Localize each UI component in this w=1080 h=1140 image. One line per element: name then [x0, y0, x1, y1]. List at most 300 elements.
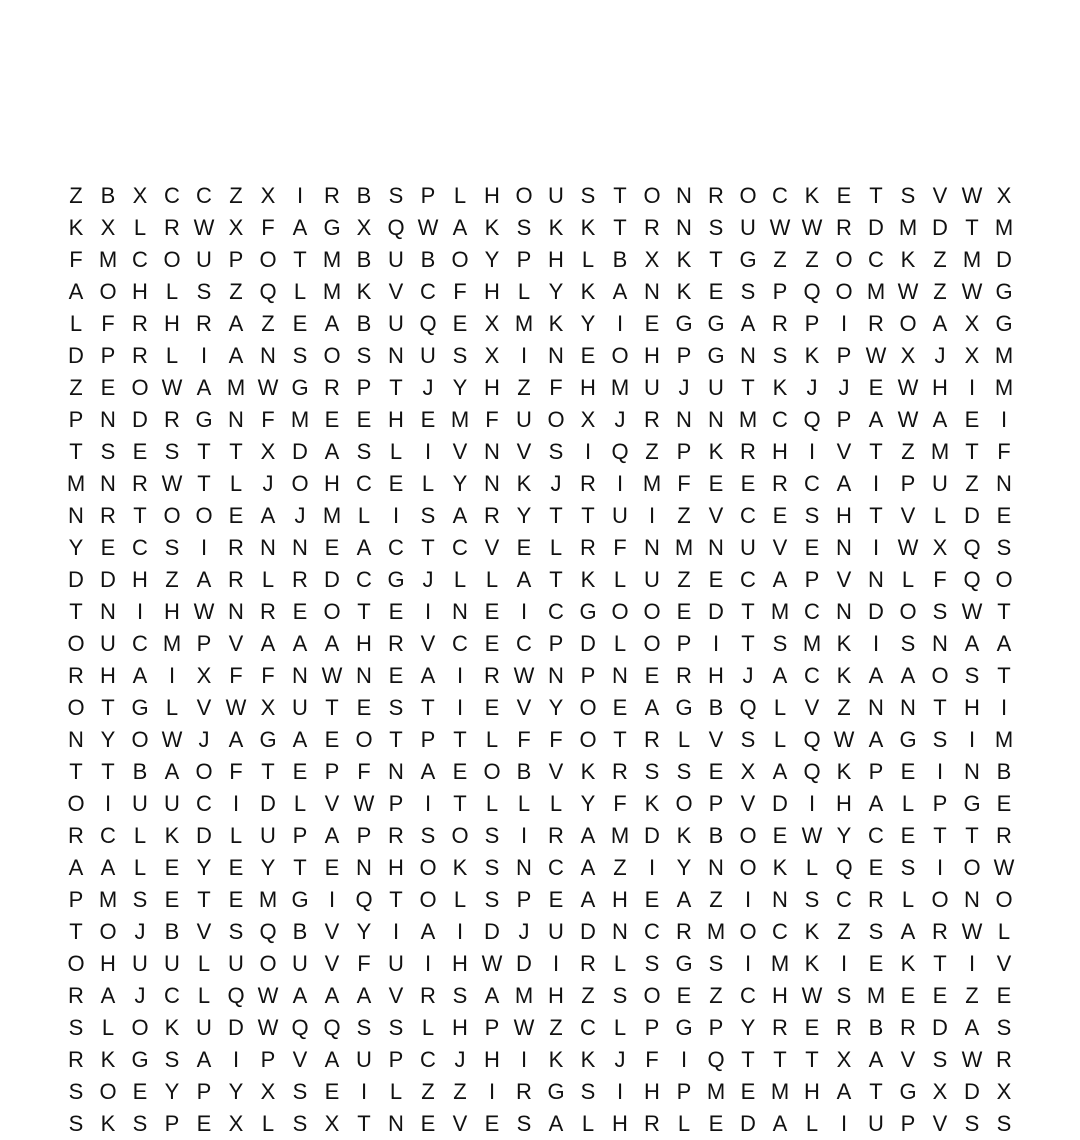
letter-cell[interactable]: C — [868, 247, 884, 272]
letter-cell[interactable]: N — [708, 535, 724, 560]
letter-cell[interactable]: Q — [707, 1047, 725, 1072]
letter-cell[interactable]: L — [581, 247, 595, 272]
letter-cell[interactable]: T — [293, 855, 307, 880]
letter-cell[interactable]: A — [100, 855, 116, 880]
letter-cell[interactable]: J — [198, 727, 210, 752]
letter-cell[interactable]: L — [997, 919, 1011, 944]
letter-cell[interactable]: V — [708, 503, 724, 528]
letter-cell[interactable]: P — [324, 759, 340, 784]
letter-cell[interactable]: C — [420, 279, 436, 304]
letter-cell[interactable]: S — [932, 1047, 948, 1072]
letter-cell[interactable]: G — [291, 887, 309, 912]
letter-cell[interactable]: A — [292, 727, 308, 752]
letter-cell[interactable]: W — [193, 599, 215, 624]
letter-cell[interactable]: C — [452, 631, 468, 656]
letter-cell[interactable]: F — [549, 727, 563, 752]
letter-cell[interactable]: W — [321, 663, 343, 688]
letter-cell[interactable]: H — [612, 887, 628, 912]
letter-cell[interactable]: Y — [548, 279, 564, 304]
letter-cell[interactable]: N — [612, 663, 628, 688]
letter-cell[interactable]: L — [197, 983, 211, 1008]
letter-cell[interactable]: A — [324, 1047, 340, 1072]
letter-cell[interactable]: L — [133, 823, 147, 848]
letter-cell[interactable]: N — [68, 727, 84, 752]
letter-cell[interactable]: U — [292, 695, 308, 720]
letter-cell[interactable]: W — [161, 727, 183, 752]
letter-cell[interactable]: H — [548, 247, 564, 272]
letter-cell[interactable]: L — [165, 695, 179, 720]
letter-cell[interactable]: P — [836, 343, 852, 368]
letter-cell[interactable]: R — [132, 343, 148, 368]
letter-cell[interactable]: U — [644, 567, 660, 592]
letter-cell[interactable]: C — [516, 631, 532, 656]
letter-cell[interactable]: T — [869, 183, 883, 208]
letter-cell[interactable]: K — [804, 183, 820, 208]
letter-cell[interactable]: N — [836, 599, 852, 624]
letter-cell[interactable]: L — [805, 855, 819, 880]
letter-cell[interactable]: Z — [677, 567, 691, 592]
letter-cell[interactable]: Z — [965, 983, 979, 1008]
letter-cell[interactable]: I — [936, 855, 944, 880]
letter-cell[interactable]: R — [196, 311, 212, 336]
letter-cell[interactable]: K — [644, 791, 660, 816]
letter-cell[interactable]: A — [164, 759, 180, 784]
letter-cell[interactable]: O — [579, 695, 597, 720]
letter-cell[interactable]: T — [869, 439, 883, 464]
letter-cell[interactable]: O — [739, 183, 757, 208]
letter-cell[interactable]: W — [801, 983, 823, 1008]
letter-cell[interactable]: W — [897, 407, 919, 432]
letter-cell[interactable]: M — [994, 727, 1014, 752]
letter-cell[interactable]: K — [100, 1047, 116, 1072]
letter-cell[interactable]: J — [806, 375, 818, 400]
letter-cell[interactable]: K — [836, 663, 852, 688]
letter-cell[interactable]: S — [772, 343, 788, 368]
letter-cell[interactable]: I — [232, 791, 240, 816]
letter-cell[interactable]: M — [706, 1079, 726, 1104]
letter-cell[interactable]: W — [161, 375, 183, 400]
letter-cell[interactable]: V — [516, 695, 532, 720]
letter-cell[interactable]: X — [932, 1079, 948, 1104]
letter-cell[interactable]: A — [260, 503, 276, 528]
letter-cell[interactable]: U — [228, 951, 244, 976]
letter-cell[interactable]: I — [648, 855, 656, 880]
letter-cell[interactable]: K — [836, 759, 852, 784]
letter-cell[interactable]: I — [424, 951, 432, 976]
letter-cell[interactable]: I — [520, 1047, 528, 1072]
letter-cell[interactable]: C — [388, 535, 404, 560]
letter-cell[interactable]: S — [964, 1111, 980, 1136]
letter-cell[interactable]: K — [164, 823, 180, 848]
letter-cell[interactable]: E — [484, 599, 500, 624]
letter-cell[interactable]: O — [643, 631, 661, 656]
letter-cell[interactable]: M — [866, 279, 886, 304]
letter-cell[interactable]: H — [708, 663, 724, 688]
letter-cell[interactable]: E — [996, 791, 1012, 816]
letter-cell[interactable]: H — [836, 503, 852, 528]
letter-cell[interactable]: M — [322, 503, 342, 528]
letter-cell[interactable]: M — [898, 215, 918, 240]
letter-cell[interactable]: T — [741, 1047, 755, 1072]
letter-cell[interactable]: T — [965, 439, 979, 464]
letter-cell[interactable]: P — [356, 375, 372, 400]
letter-cell[interactable]: G — [195, 407, 213, 432]
letter-cell[interactable]: O — [259, 247, 277, 272]
letter-cell[interactable]: V — [196, 695, 212, 720]
letter-cell[interactable]: P — [196, 631, 212, 656]
letter-cell[interactable]: W — [993, 855, 1015, 880]
letter-cell[interactable]: E — [868, 375, 884, 400]
letter-cell[interactable]: O — [995, 567, 1013, 592]
letter-cell[interactable]: S — [292, 1111, 308, 1136]
letter-cell[interactable]: L — [773, 695, 787, 720]
letter-cell[interactable]: E — [228, 855, 244, 880]
letter-cell[interactable]: N — [260, 535, 276, 560]
letter-cell[interactable]: A — [836, 1079, 852, 1104]
letter-cell[interactable]: W — [257, 375, 279, 400]
letter-cell[interactable]: O — [99, 279, 117, 304]
letter-cell[interactable]: A — [324, 439, 340, 464]
letter-cell[interactable]: O — [931, 663, 949, 688]
letter-cell[interactable]: Y — [676, 855, 692, 880]
letter-cell[interactable]: L — [357, 503, 371, 528]
letter-cell[interactable]: A — [484, 983, 500, 1008]
letter-cell[interactable]: F — [101, 311, 115, 336]
letter-cell[interactable]: S — [932, 599, 948, 624]
letter-cell[interactable]: N — [388, 343, 404, 368]
letter-cell[interactable]: C — [356, 471, 372, 496]
letter-cell[interactable]: Z — [165, 567, 179, 592]
letter-cell[interactable]: Q — [419, 311, 437, 336]
letter-cell[interactable]: T — [197, 471, 211, 496]
letter-cell[interactable]: K — [452, 855, 468, 880]
letter-cell[interactable]: R — [836, 1015, 852, 1040]
letter-cell[interactable]: E — [484, 631, 500, 656]
letter-cell[interactable]: M — [258, 887, 278, 912]
letter-cell[interactable]: Y — [484, 247, 500, 272]
letter-cell[interactable]: R — [900, 1015, 916, 1040]
letter-cell[interactable]: T — [293, 247, 307, 272]
letter-cell[interactable]: H — [644, 1079, 660, 1104]
letter-cell[interactable]: H — [164, 311, 180, 336]
letter-cell[interactable]: E — [228, 503, 244, 528]
letter-cell[interactable]: P — [676, 631, 692, 656]
letter-cell[interactable]: X — [100, 215, 116, 240]
letter-cell[interactable]: N — [900, 695, 916, 720]
letter-cell[interactable]: S — [804, 503, 820, 528]
letter-cell[interactable]: E — [132, 439, 148, 464]
letter-cell[interactable]: V — [548, 759, 564, 784]
letter-cell[interactable]: X — [196, 663, 212, 688]
letter-cell[interactable]: E — [708, 1111, 724, 1136]
letter-cell[interactable]: P — [420, 727, 436, 752]
letter-cell[interactable]: H — [580, 375, 596, 400]
letter-cell[interactable]: X — [484, 343, 500, 368]
letter-cell[interactable]: I — [968, 951, 976, 976]
letter-cell[interactable]: Y — [356, 919, 372, 944]
letter-cell[interactable]: Z — [517, 375, 531, 400]
letter-cell[interactable]: V — [932, 1111, 948, 1136]
letter-cell[interactable]: N — [356, 663, 372, 688]
letter-cell[interactable]: R — [324, 183, 340, 208]
letter-cell[interactable]: H — [772, 439, 788, 464]
letter-cell[interactable]: T — [261, 759, 275, 784]
letter-cell[interactable]: D — [580, 631, 596, 656]
letter-cell[interactable]: O — [739, 823, 757, 848]
letter-cell[interactable]: G — [675, 311, 693, 336]
letter-cell[interactable]: A — [772, 759, 788, 784]
letter-cell[interactable]: T — [613, 727, 627, 752]
letter-cell[interactable]: E — [644, 663, 660, 688]
letter-cell[interactable]: E — [292, 759, 308, 784]
letter-cell[interactable]: V — [516, 439, 532, 464]
letter-cell[interactable]: S — [708, 951, 724, 976]
letter-cell[interactable]: N — [100, 471, 116, 496]
letter-cell[interactable]: N — [548, 663, 564, 688]
letter-cell[interactable]: N — [68, 503, 84, 528]
letter-cell[interactable]: Q — [259, 279, 277, 304]
letter-cell[interactable]: G — [131, 1047, 149, 1072]
letter-cell[interactable]: X — [324, 1111, 340, 1136]
letter-cell[interactable]: H — [132, 567, 148, 592]
letter-cell[interactable]: L — [901, 887, 915, 912]
letter-cell[interactable]: J — [134, 919, 146, 944]
letter-cell[interactable]: L — [197, 951, 211, 976]
letter-cell[interactable]: E — [196, 1111, 212, 1136]
letter-cell[interactable]: E — [324, 1079, 340, 1104]
letter-cell[interactable]: Z — [709, 887, 723, 912]
letter-cell[interactable]: O — [899, 599, 917, 624]
letter-cell[interactable]: Q — [291, 1015, 309, 1040]
letter-cell[interactable]: M — [706, 919, 726, 944]
letter-cell[interactable]: N — [484, 471, 500, 496]
letter-cell[interactable]: W — [257, 1015, 279, 1040]
letter-cell[interactable]: Q — [387, 215, 405, 240]
letter-cell[interactable]: I — [296, 183, 304, 208]
letter-cell[interactable]: T — [741, 599, 755, 624]
letter-cell[interactable]: U — [516, 407, 532, 432]
letter-cell[interactable]: E — [164, 887, 180, 912]
letter-cell[interactable]: T — [133, 503, 147, 528]
letter-cell[interactable]: K — [804, 951, 820, 976]
letter-cell[interactable]: U — [388, 951, 404, 976]
letter-cell[interactable]: I — [520, 599, 528, 624]
letter-cell[interactable]: W — [193, 215, 215, 240]
letter-cell[interactable]: E — [708, 759, 724, 784]
letter-cell[interactable]: S — [356, 1015, 372, 1040]
letter-cell[interactable]: R — [580, 471, 596, 496]
letter-cell[interactable]: Z — [613, 855, 627, 880]
letter-cell[interactable]: C — [644, 919, 660, 944]
letter-cell[interactable]: A — [868, 791, 884, 816]
letter-cell[interactable]: C — [132, 535, 148, 560]
letter-cell[interactable]: H — [548, 983, 564, 1008]
letter-cell[interactable]: D — [740, 1111, 756, 1136]
letter-cell[interactable]: F — [645, 1047, 659, 1072]
letter-cell[interactable]: O — [131, 1015, 149, 1040]
letter-cell[interactable]: Y — [164, 1079, 180, 1104]
letter-cell[interactable]: C — [740, 503, 756, 528]
letter-cell[interactable]: D — [964, 1079, 980, 1104]
letter-cell[interactable]: K — [804, 919, 820, 944]
letter-cell[interactable]: E — [836, 183, 852, 208]
letter-cell[interactable]: O — [67, 631, 85, 656]
letter-cell[interactable]: A — [740, 311, 756, 336]
letter-cell[interactable]: A — [100, 983, 116, 1008]
letter-cell[interactable]: S — [388, 695, 404, 720]
letter-cell[interactable]: K — [772, 855, 788, 880]
letter-cell[interactable]: H — [484, 1047, 500, 1072]
letter-cell[interactable]: I — [1000, 407, 1008, 432]
letter-cell[interactable]: I — [424, 791, 432, 816]
letter-cell[interactable]: V — [324, 951, 340, 976]
letter-cell[interactable]: T — [741, 375, 755, 400]
letter-cell[interactable]: R — [68, 983, 84, 1008]
letter-cell[interactable]: E — [292, 599, 308, 624]
letter-cell[interactable]: P — [932, 791, 948, 816]
letter-cell[interactable]: R — [868, 311, 884, 336]
letter-cell[interactable]: A — [420, 919, 436, 944]
letter-cell[interactable]: X — [996, 1079, 1012, 1104]
letter-cell[interactable]: N — [964, 759, 980, 784]
letter-cell[interactable]: T — [69, 919, 83, 944]
letter-cell[interactable]: M — [866, 983, 886, 1008]
letter-cell[interactable]: B — [708, 695, 724, 720]
letter-cell[interactable]: K — [900, 247, 916, 272]
letter-cell[interactable]: A — [644, 695, 660, 720]
letter-cell[interactable]: H — [932, 375, 948, 400]
letter-cell[interactable]: F — [69, 247, 83, 272]
letter-cell[interactable]: S — [644, 951, 660, 976]
letter-cell[interactable]: I — [456, 695, 464, 720]
letter-cell[interactable]: E — [932, 983, 948, 1008]
letter-cell[interactable]: N — [772, 887, 788, 912]
letter-cell[interactable]: O — [835, 279, 853, 304]
letter-cell[interactable]: E — [100, 375, 116, 400]
letter-cell[interactable]: T — [453, 727, 467, 752]
letter-cell[interactable]: C — [196, 183, 212, 208]
letter-cell[interactable]: L — [485, 567, 499, 592]
letter-cell[interactable]: F — [261, 663, 275, 688]
letter-cell[interactable]: A — [68, 855, 84, 880]
letter-cell[interactable]: I — [520, 823, 528, 848]
letter-cell[interactable]: V — [388, 983, 404, 1008]
letter-cell[interactable]: W — [417, 215, 439, 240]
letter-cell[interactable]: C — [132, 247, 148, 272]
letter-cell[interactable]: A — [324, 631, 340, 656]
letter-cell[interactable]: D — [932, 215, 948, 240]
letter-cell[interactable]: E — [708, 567, 724, 592]
letter-cell[interactable]: E — [644, 311, 660, 336]
letter-cell[interactable]: R — [836, 215, 852, 240]
letter-cell[interactable]: Q — [803, 407, 821, 432]
letter-cell[interactable]: E — [164, 855, 180, 880]
letter-cell[interactable]: C — [548, 855, 564, 880]
letter-cell[interactable]: E — [356, 407, 372, 432]
letter-cell[interactable]: T — [997, 599, 1011, 624]
letter-cell[interactable]: Y — [68, 535, 84, 560]
letter-cell[interactable]: E — [388, 471, 404, 496]
letter-cell[interactable]: T — [933, 951, 947, 976]
letter-cell[interactable]: L — [453, 887, 467, 912]
letter-cell[interactable]: C — [836, 887, 852, 912]
letter-cell[interactable]: E — [484, 695, 500, 720]
letter-cell[interactable]: X — [356, 215, 372, 240]
letter-cell[interactable]: R — [228, 535, 244, 560]
letter-cell[interactable]: R — [388, 823, 404, 848]
letter-cell[interactable]: P — [516, 887, 532, 912]
letter-cell[interactable]: P — [100, 343, 116, 368]
letter-cell[interactable]: L — [805, 1111, 819, 1136]
letter-cell[interactable]: T — [741, 631, 755, 656]
letter-cell[interactable]: O — [643, 599, 661, 624]
letter-cell[interactable]: W — [161, 471, 183, 496]
letter-cell[interactable]: E — [676, 599, 692, 624]
letter-cell[interactable]: K — [548, 215, 564, 240]
letter-cell[interactable]: X — [964, 343, 980, 368]
letter-cell[interactable]: O — [323, 599, 341, 624]
letter-cell[interactable]: S — [356, 439, 372, 464]
letter-cell[interactable]: Z — [837, 919, 851, 944]
letter-cell[interactable]: U — [100, 631, 116, 656]
letter-cell[interactable]: S — [292, 343, 308, 368]
letter-cell[interactable]: T — [933, 823, 947, 848]
letter-cell[interactable]: N — [356, 855, 372, 880]
letter-cell[interactable]: R — [484, 503, 500, 528]
letter-cell[interactable]: W — [513, 1015, 535, 1040]
letter-cell[interactable]: A — [932, 407, 948, 432]
letter-cell[interactable]: O — [899, 311, 917, 336]
letter-cell[interactable]: R — [100, 503, 116, 528]
letter-cell[interactable]: O — [131, 375, 149, 400]
letter-cell[interactable]: M — [802, 631, 822, 656]
letter-cell[interactable]: F — [229, 759, 243, 784]
letter-cell[interactable]: A — [612, 279, 628, 304]
letter-cell[interactable]: N — [836, 535, 852, 560]
letter-cell[interactable]: Z — [901, 439, 915, 464]
letter-cell[interactable]: N — [676, 407, 692, 432]
letter-cell[interactable]: E — [132, 1079, 148, 1104]
letter-cell[interactable]: Z — [69, 183, 83, 208]
letter-cell[interactable]: P — [388, 1047, 404, 1072]
letter-cell[interactable]: A — [868, 663, 884, 688]
letter-cell[interactable]: L — [517, 279, 531, 304]
letter-cell[interactable]: W — [225, 695, 247, 720]
letter-cell[interactable]: P — [420, 183, 436, 208]
letter-cell[interactable]: T — [197, 887, 211, 912]
letter-cell[interactable]: V — [900, 503, 916, 528]
letter-cell[interactable]: U — [132, 951, 148, 976]
letter-cell[interactable]: A — [292, 631, 308, 656]
letter-cell[interactable]: N — [740, 343, 756, 368]
letter-cell[interactable]: A — [228, 343, 244, 368]
letter-cell[interactable]: I — [200, 343, 208, 368]
letter-cell[interactable]: Z — [933, 247, 947, 272]
letter-cell[interactable]: S — [164, 535, 180, 560]
letter-cell[interactable]: N — [388, 759, 404, 784]
letter-cell[interactable]: Z — [69, 375, 83, 400]
letter-cell[interactable]: J — [838, 375, 850, 400]
letter-cell[interactable]: N — [708, 407, 724, 432]
letter-cell[interactable]: O — [355, 727, 373, 752]
letter-cell[interactable]: S — [740, 727, 756, 752]
letter-cell[interactable]: A — [868, 1047, 884, 1072]
letter-cell[interactable]: O — [67, 791, 85, 816]
letter-cell[interactable]: P — [836, 407, 852, 432]
letter-cell[interactable]: I — [744, 951, 752, 976]
letter-cell[interactable]: P — [644, 1015, 660, 1040]
letter-cell[interactable]: V — [388, 279, 404, 304]
